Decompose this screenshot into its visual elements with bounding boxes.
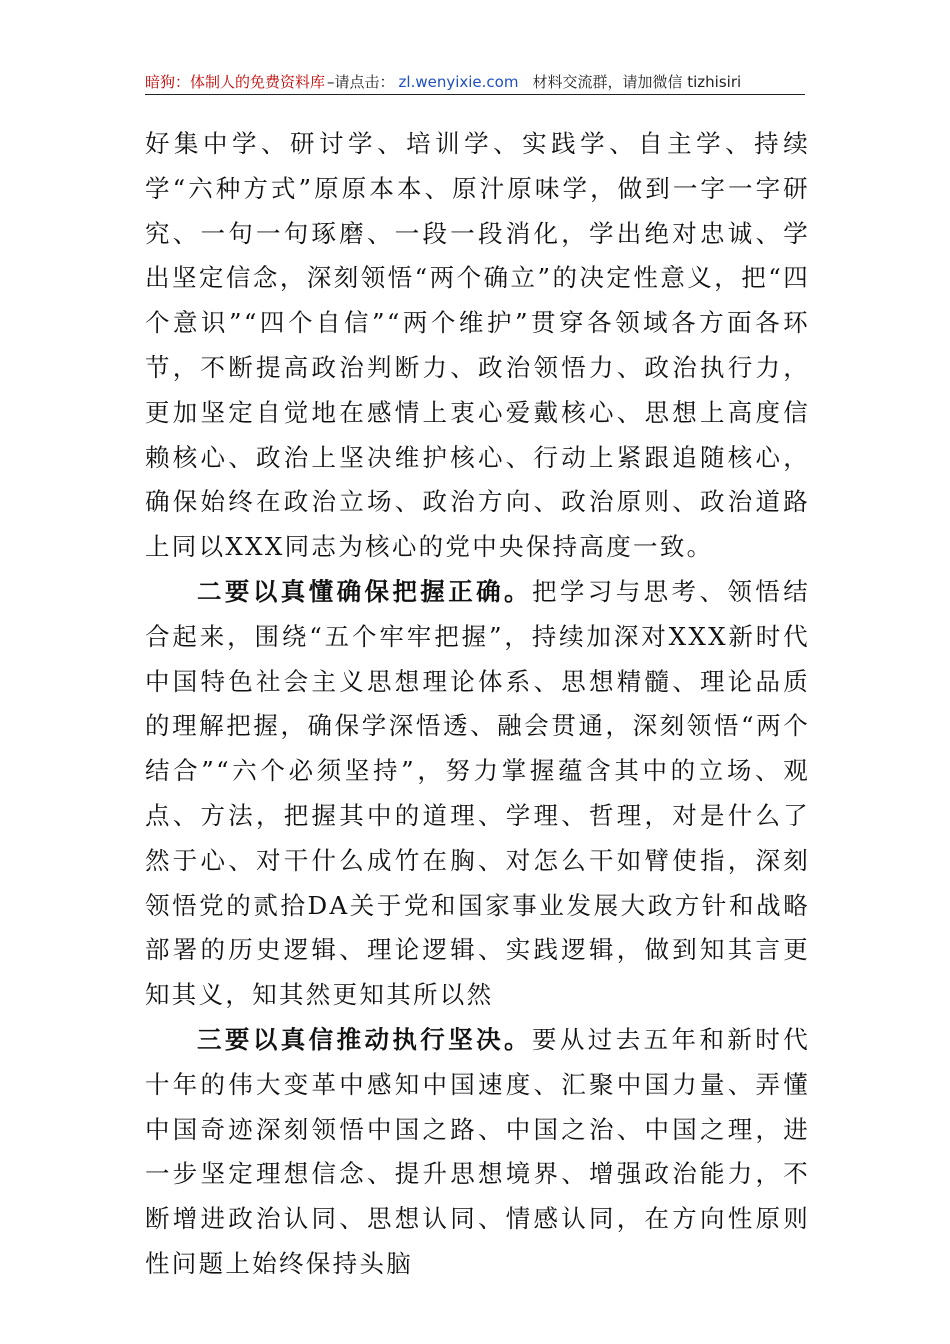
paragraph-continued (145, 122, 810, 570)
header-link[interactable]: zl.wenyixie.com (398, 73, 519, 91)
paragraph-text: 好集中学、研讨学、培训学、实践学、自主学、持续学“六种方式”原原本本、原汁原味学，做到一字一字研究、一句一句琢磨、一段一段消化，学出绝对忠诚、学出坚定信念，深刻领悟“两个确立”的决定性意义，把“四个意识”“四个自信”“两个维护”贯穿各领域各方面各环节，不断提高政治判断力、政治领悟力、政治执行力，更加坚定自觉地在感情上衷心爱戴核心、思想上高度信赖核心、政治上坚决维护核心、行动上紧跟追随核心，确保始终在政治立场、政治方向、政治原则、政治道路上同以XXX同志为核心的党中央保持高度一致。 (145, 129, 810, 562)
paragraph-lead: 三要以真信推动执行坚决。 (197, 1024, 532, 1054)
page-header (145, 70, 805, 95)
header-contact: 材料交流群，请加微信 tizhisiri (532, 73, 742, 91)
paragraph-text: 把学习与思考、领悟结合起来，围绕“五个牢牢把握”，持续加深对XXX新时代中国特色社会主义思想理论体系、思想精髓、理论品质的理解把握，确保学深悟透、融会贯通，深刻领悟“两个结合”“六个必须坚持”，努力掌握蕴含其中的立场、观点、方法，把握其中的道理、学理、哲理，对是什么了然于心、对干什么成竹在胸、对怎么干如臂使指，深刻领悟党的贰拾DA关于党和国家事业发展大政方针和战略部署的历史逻辑、理论逻辑、实践逻辑，做到知其言更知其义，知其然更知其所以然 (145, 576, 810, 1010)
paragraph-text: 要从过去五年和新时代十年的伟大变革中感知中国速度、汇聚中国力量、弄懂中国奇迹深刻领悟中国之路、中国之治、中国之理，进一步坚定理想信念、提升思想境界、增强政治能力，不断增进政治认同、思想认同、情感认同，在方向性原则性问题上始终保持头脑 (145, 1024, 810, 1278)
header-brand: 暗狗：体制人的免费资料库 (145, 73, 326, 91)
paragraph-understanding (145, 570, 810, 1018)
header-separator: –请点击： (327, 73, 395, 91)
document-body (145, 122, 810, 1287)
paragraph-belief (145, 1018, 810, 1287)
paragraph-lead: 二要以真懂确保把握正确。 (197, 576, 532, 606)
